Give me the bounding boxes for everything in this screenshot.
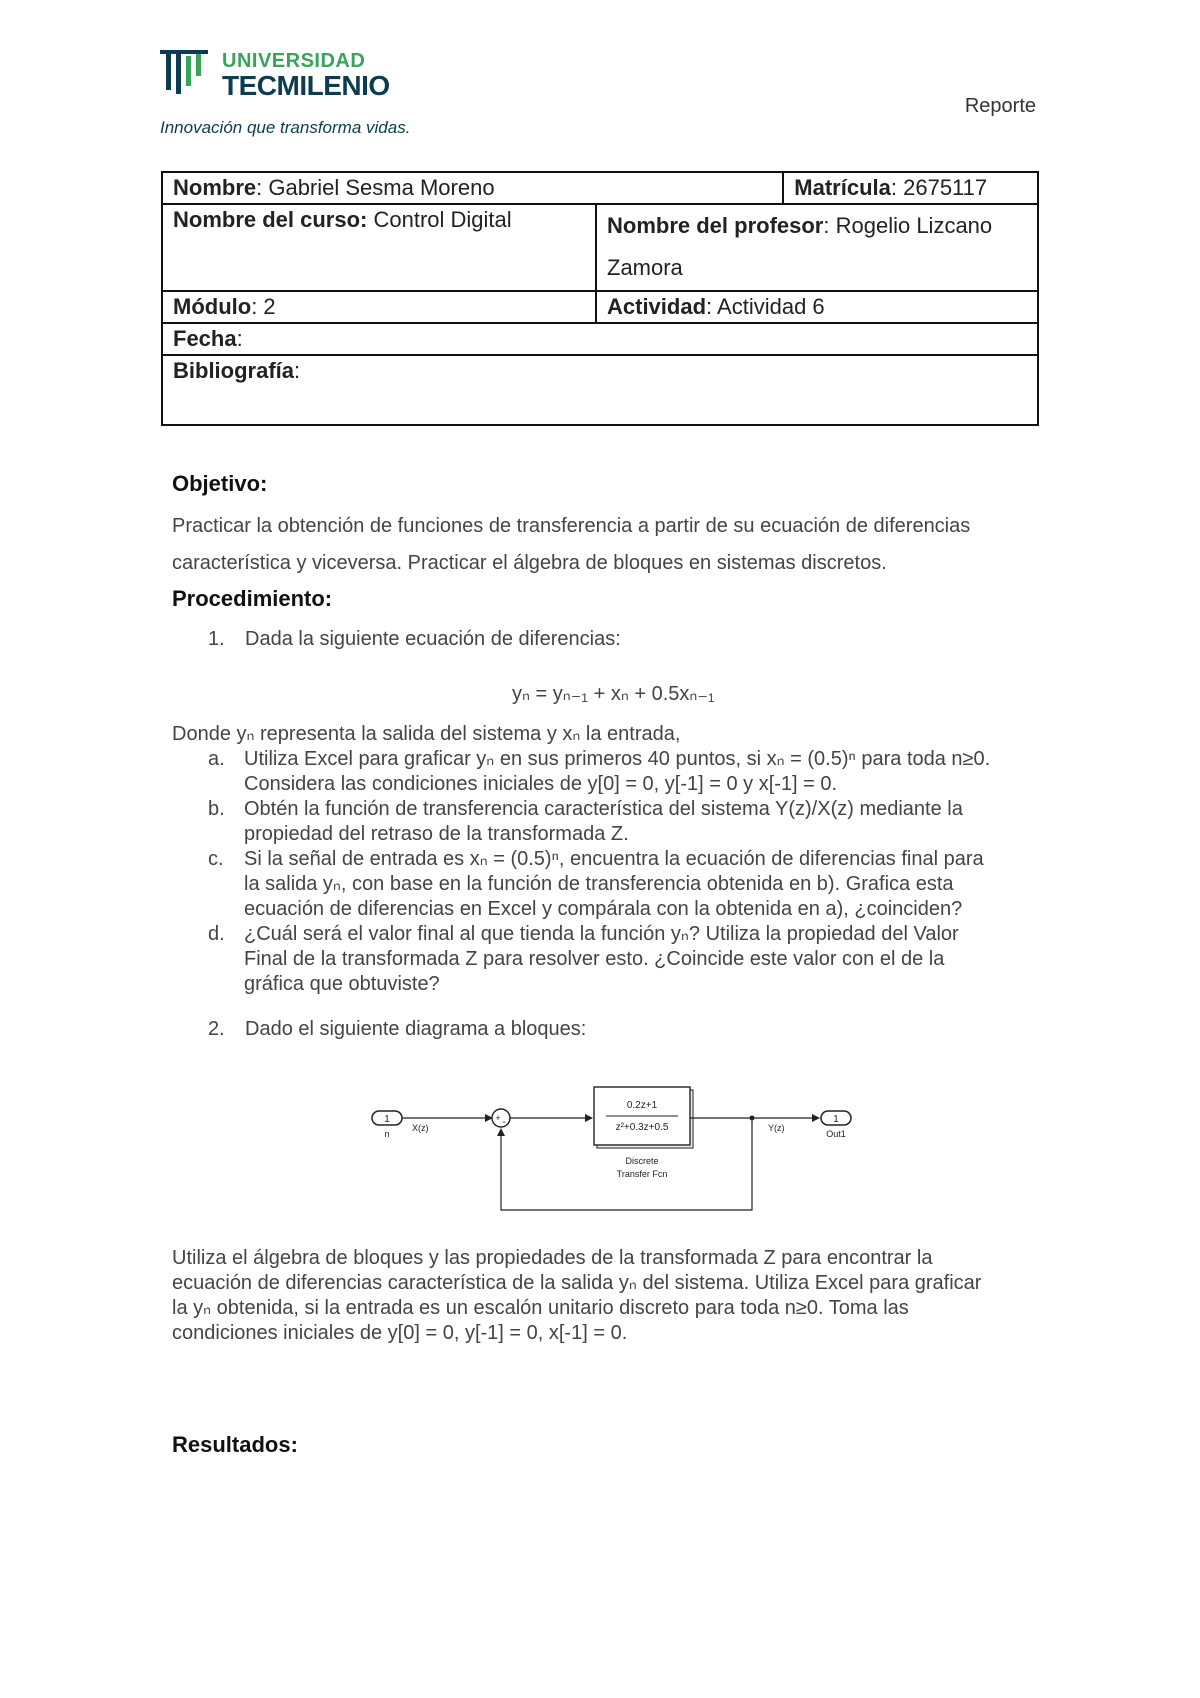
item-letter: c. bbox=[208, 848, 224, 870]
matricula-cell bbox=[783, 172, 1038, 204]
logo-tecmilenio-text: TECMILENIO bbox=[222, 70, 390, 101]
item-line: Considera las condiciones iniciales de y[0] = 0, y[-1] = 0 y x[-1] = 0. bbox=[244, 773, 838, 795]
bibliografia-label: Bibliografía bbox=[173, 358, 295, 383]
table-row bbox=[162, 323, 1038, 355]
fecha-cell bbox=[162, 323, 1038, 355]
tf-caption-line-2: Transfer Fcn bbox=[616, 1169, 668, 1179]
logo-tagline: Innovación que transforma vidas. bbox=[160, 118, 411, 137]
table-row bbox=[162, 291, 1038, 323]
matricula-label: Matrícula bbox=[794, 175, 891, 200]
fecha-value: : bbox=[236, 326, 243, 351]
objetivo-heading: Objetivo: bbox=[172, 471, 268, 496]
resultados-heading: Resultados: bbox=[172, 1432, 298, 1457]
table-row bbox=[162, 172, 1038, 204]
input-port-number: 1 bbox=[384, 1114, 390, 1125]
bibliografia-value: : bbox=[294, 358, 301, 383]
diagram-instructions bbox=[172, 1246, 1052, 1346]
logo-universidad-text: UNIVERSIDAD bbox=[222, 50, 366, 72]
university-logo bbox=[160, 48, 430, 143]
modulo-label: Módulo bbox=[173, 294, 252, 319]
output-port-number: 1 bbox=[833, 1114, 839, 1125]
item-line: ecuación de diferencias en Excel y compárala con la obtenida en a), ¿coinciden? bbox=[244, 898, 963, 920]
item-letter: d. bbox=[208, 923, 225, 945]
curso-value: Control Digital bbox=[367, 207, 512, 232]
nombre-cell bbox=[162, 172, 783, 204]
sum-minus-sign: - bbox=[502, 1117, 506, 1128]
tf-caption-line-1: Discrete bbox=[625, 1156, 659, 1166]
item-line: propiedad del retraso de la transformada Z. bbox=[244, 823, 629, 845]
curso-label: Nombre del curso: bbox=[173, 207, 368, 232]
item-letter: b. bbox=[208, 798, 225, 820]
fecha-label: Fecha bbox=[173, 326, 237, 351]
step-1-text: Dada la siguiente ecuación de diferencias: bbox=[245, 628, 621, 650]
matricula-value: : 2675117 bbox=[890, 175, 988, 200]
profesor-cell bbox=[596, 204, 1038, 291]
objetivo-line-1: Practicar la obtención de funciones de transferencia a partir de su ecuación de diferencias bbox=[172, 515, 971, 537]
curso-cell bbox=[162, 204, 596, 291]
logo-mark-icon bbox=[160, 48, 216, 98]
sub-items-list bbox=[208, 747, 1048, 997]
list-item bbox=[208, 847, 1048, 922]
item-line: la salida yₙ, con base en la función de transferencia obtenida en b). Grafica esta bbox=[244, 873, 954, 895]
item-text bbox=[244, 747, 1048, 797]
item-line: Final de la transformada Z para resolver esto. ¿Coincide este valor con el de la bbox=[244, 948, 945, 970]
step-2-number: 2. bbox=[208, 1018, 225, 1040]
step-1-number: 1. bbox=[208, 628, 225, 650]
arrow-icon bbox=[585, 1114, 593, 1122]
item-text bbox=[244, 922, 1048, 997]
step-2-text: Dado el siguiente diagrama a bloques: bbox=[245, 1018, 587, 1040]
profesor-value: : Rogelio Lizcano Zamora bbox=[607, 213, 993, 280]
yz-label: Y(z) bbox=[768, 1123, 785, 1133]
bibliografia-cell bbox=[162, 355, 1038, 425]
sum-plus-sign: + bbox=[495, 1113, 501, 1123]
objetivo-line-2: característica y viceversa. Practicar el álgebra de bloques en sistemas discretos. bbox=[172, 552, 887, 574]
item-line: gráfica que obtuviste? bbox=[244, 973, 440, 995]
block-diagram bbox=[360, 1080, 880, 1220]
instruction-line: ecuación de diferencias característica de la salida yₙ del sistema. Utiliza Excel para graficar bbox=[172, 1272, 982, 1294]
profesor-label: Nombre del profesor bbox=[607, 213, 824, 238]
donde-text: Donde yₙ representa la salida del sistema y xₙ la entrada, bbox=[172, 723, 681, 745]
instruction-line: la yₙ obtenida, si la entrada es un escalón unitario discreto para toda n≥0. Toma las bbox=[172, 1297, 909, 1319]
student-info-table bbox=[161, 171, 1039, 426]
table-row bbox=[162, 204, 1038, 291]
actividad-label: Actividad bbox=[607, 294, 707, 319]
procedimiento-heading: Procedimiento: bbox=[172, 586, 333, 611]
input-port-label: n bbox=[384, 1129, 390, 1139]
arrow-icon bbox=[497, 1128, 505, 1136]
item-letter: a. bbox=[208, 748, 225, 770]
item-line: Utiliza Excel para graficar yₙ en sus primeros 40 puntos, si xₙ = (0.5)ⁿ para toda n≥0. bbox=[244, 748, 991, 770]
item-text bbox=[244, 847, 1048, 922]
item-line: Si la señal de entrada es xₙ = (0.5)ⁿ, encuentra la ecuación de diferencias final para bbox=[244, 848, 984, 870]
list-item bbox=[208, 747, 1048, 797]
list-item bbox=[208, 922, 1048, 997]
list-item bbox=[208, 797, 1048, 847]
nombre-label: Nombre bbox=[173, 175, 257, 200]
item-line: Obtén la función de transferencia característica del sistema Y(z)/X(z) mediante la bbox=[244, 798, 963, 820]
modulo-cell bbox=[162, 291, 596, 323]
output-port-label: Out1 bbox=[826, 1129, 846, 1139]
modulo-value: : 2 bbox=[251, 294, 276, 319]
report-label: Reporte bbox=[964, 95, 1036, 117]
difference-equation: yₙ = yₙ₋₁ + xₙ + 0.5xₙ₋₁ bbox=[512, 683, 715, 705]
xz-label: X(z) bbox=[412, 1123, 429, 1133]
tf-denominator: z²+0.3z+0.5 bbox=[615, 1122, 669, 1133]
table-row bbox=[162, 355, 1038, 425]
arrow-icon bbox=[812, 1114, 820, 1122]
instruction-line: condiciones iniciales de y[0] = 0, y[-1] = 0, x[-1] = 0. bbox=[172, 1322, 628, 1344]
actividad-cell bbox=[596, 291, 1038, 323]
instruction-line: Utiliza el álgebra de bloques y las propiedades de la transformada Z para encontrar la bbox=[172, 1247, 933, 1269]
item-line: ¿Cuál será el valor final al que tienda la función yₙ? Utiliza la propiedad del Valor bbox=[244, 923, 959, 945]
nombre-value: : Gabriel Sesma Moreno bbox=[256, 175, 495, 200]
tf-numerator: 0.2z+1 bbox=[626, 1100, 658, 1111]
actividad-value: : Actividad 6 bbox=[706, 294, 825, 319]
item-text bbox=[244, 797, 1048, 847]
